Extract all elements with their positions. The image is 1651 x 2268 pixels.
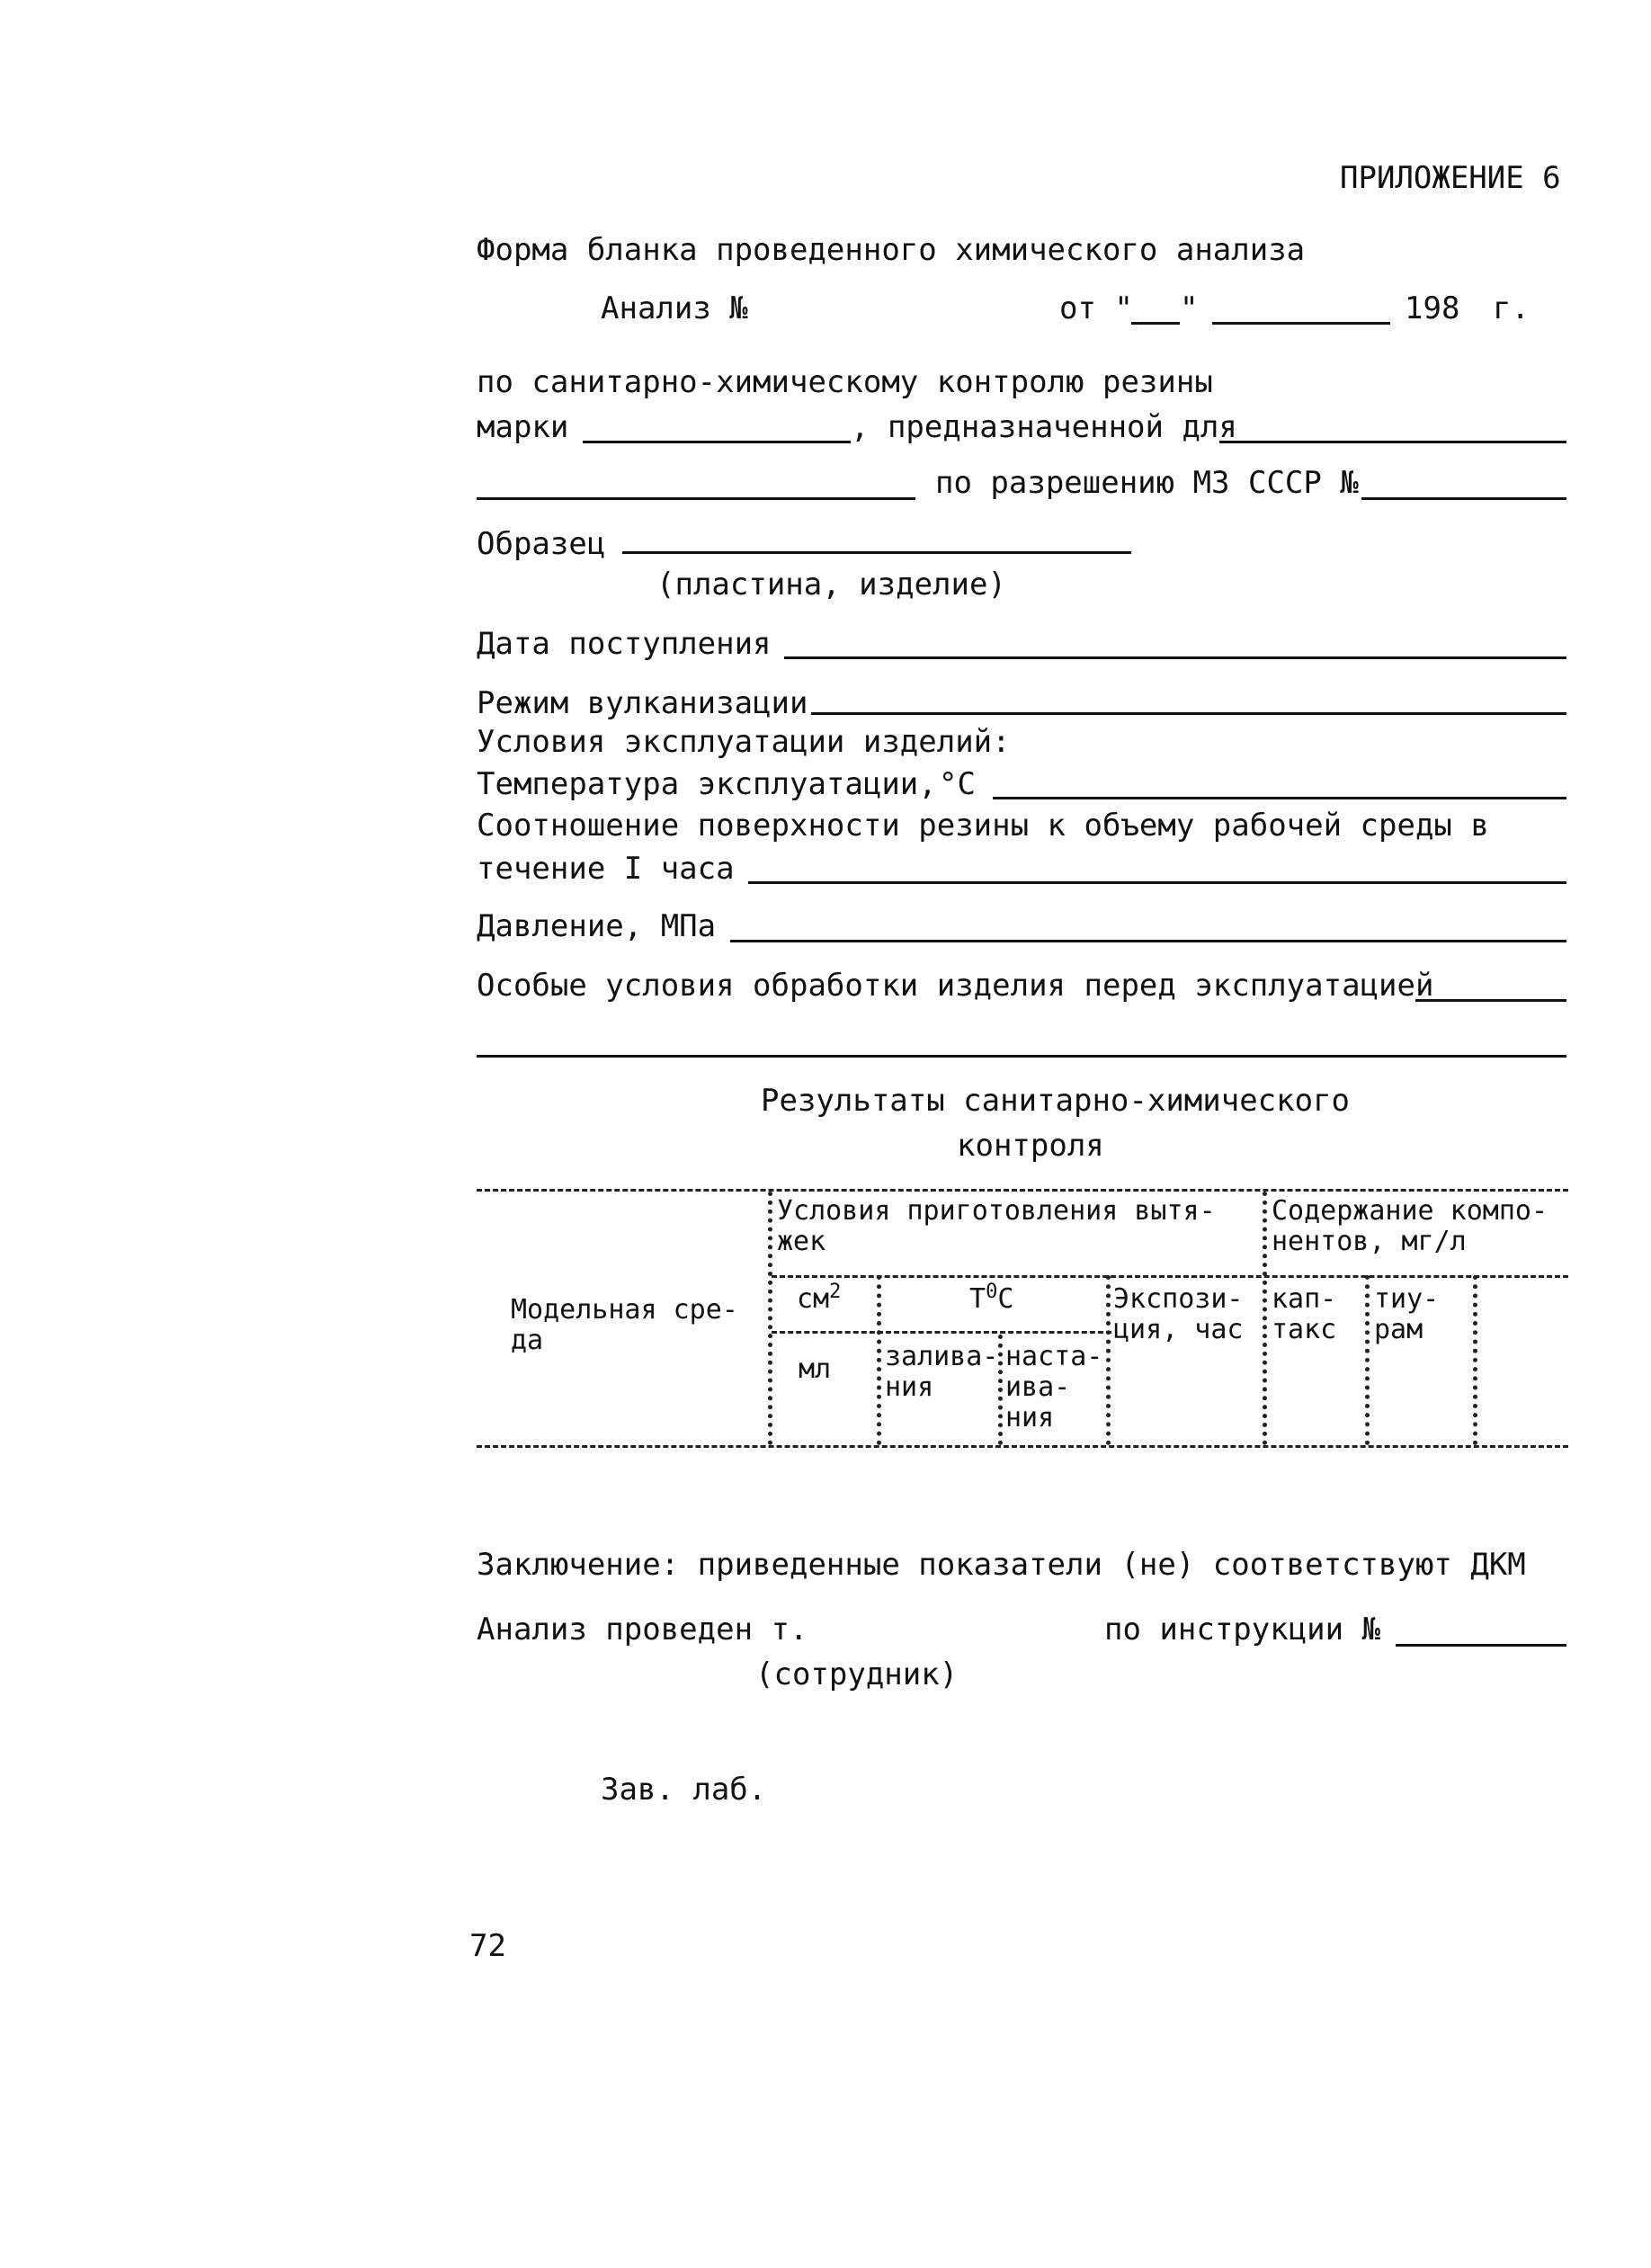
infuse-header-3: ния	[1005, 1402, 1055, 1433]
infuse-header-1: наста-	[1005, 1341, 1103, 1372]
ratio-field[interactable]	[748, 881, 1566, 884]
results-title-2: контроля	[957, 1128, 1104, 1164]
table-subheader-rule	[772, 1275, 1568, 1278]
exposure-header-2: ция, час	[1113, 1314, 1244, 1345]
usage-conditions-label: Условия эксплуатации изделий:	[477, 724, 1011, 760]
vulc-mode-field[interactable]	[811, 712, 1566, 715]
control-line: по санитарно-химическому контролю резины	[477, 364, 1213, 400]
exposure-header-1: Экспози-	[1113, 1283, 1244, 1315]
thiuram-header-2: рам	[1374, 1314, 1423, 1345]
date-from-label: от "	[1059, 290, 1133, 326]
ratio-line-1: Соотношение поверхности резины к объему рабочей среды в	[477, 808, 1489, 844]
table-top-rule	[477, 1189, 1568, 1192]
head-of-lab-label: Зав. лаб.	[601, 1772, 767, 1808]
special-conditions-label: Особые условия обработки изделия перед эксплуатацией	[477, 968, 1434, 1004]
year-label: 198	[1405, 290, 1460, 326]
pour-header-2: ния	[885, 1371, 934, 1403]
temp-unit: °С	[939, 766, 976, 802]
table-divider	[1473, 1275, 1477, 1445]
brand-label: марки	[477, 409, 569, 445]
vulc-mode-label: Режим вулканизации	[477, 685, 808, 721]
receipt-date-field[interactable]	[784, 656, 1566, 659]
instruction-label: по инструкции №	[1104, 1612, 1381, 1647]
date-day-field[interactable]	[1131, 322, 1180, 325]
form-title: Форма бланка проведенного химического анализа	[477, 232, 1306, 268]
results-title-1: Результаты санитарно-химического	[761, 1083, 1351, 1119]
pressure-label: Давление, МПа	[477, 908, 717, 944]
table-divider	[1106, 1275, 1111, 1445]
captax-header-1: кап-	[1272, 1283, 1337, 1315]
table-divider	[1365, 1275, 1370, 1445]
model-medium-header-2: да	[511, 1325, 544, 1356]
receipt-date-label: Дата поступления	[477, 626, 772, 662]
instruction-number-field[interactable]	[1396, 1644, 1566, 1647]
cm2-header: $см^2$	[797, 1281, 842, 1315]
intended-for-label: , предназначенной для	[851, 409, 1237, 445]
permit-prefix-field[interactable]	[477, 497, 915, 500]
table-divider	[768, 1192, 772, 1445]
analysis-number-label: Анализ №	[601, 290, 748, 326]
usage-temp-field[interactable]	[993, 797, 1566, 799]
prep-conditions-header-2: жек	[777, 1226, 826, 1257]
sample-hint: (пластина, изделие)	[656, 567, 1006, 603]
thiuram-header-1: тиу-	[1374, 1283, 1440, 1315]
table-divider	[998, 1335, 1003, 1445]
sample-field[interactable]	[622, 551, 1131, 554]
pressure-field[interactable]	[730, 940, 1566, 942]
table-temp-rule	[772, 1331, 1111, 1334]
intended-for-field[interactable]	[1219, 441, 1566, 443]
special-conditions-field-2[interactable]	[477, 1055, 1566, 1058]
permit-label: по разрешению МЗ СССР №	[935, 465, 1359, 501]
ml-header: мл	[799, 1353, 832, 1385]
temperature-header: $Т^0С$	[969, 1281, 1014, 1315]
prep-conditions-header-1: Условия приготовления вытя-	[777, 1195, 1216, 1227]
table-divider	[877, 1275, 881, 1445]
infuse-header-2: ива-	[1005, 1371, 1071, 1403]
date-quote: "	[1180, 290, 1199, 326]
conclusion-text: Заключение: приведенные показатели (не) соответствуют ДКМ	[477, 1547, 1526, 1583]
model-medium-header-1: Модельная сре-	[511, 1294, 738, 1326]
usage-temp-label: Температура эксплуатации,	[477, 766, 937, 802]
date-month-field[interactable]	[1212, 322, 1390, 325]
employee-hint: (сотрудник)	[755, 1656, 959, 1692]
year-suffix: г.	[1493, 290, 1530, 326]
content-header-1: Содержание компо-	[1272, 1195, 1548, 1227]
special-conditions-field[interactable]	[1415, 999, 1566, 1002]
table-bottom-rule	[477, 1445, 1568, 1448]
content-header-2: нентов, мг/л	[1272, 1226, 1467, 1257]
pour-header-1: залива-	[885, 1341, 999, 1372]
table-divider	[1263, 1192, 1267, 1445]
appendix-label: ПРИЛОЖЕНИЕ 6	[1340, 160, 1561, 196]
captax-header-2: такс	[1272, 1314, 1337, 1345]
permit-number-field[interactable]	[1361, 497, 1566, 500]
conducted-by-label: Анализ проведен т.	[477, 1612, 808, 1647]
page-number: 72	[469, 1928, 506, 1964]
brand-field[interactable]	[583, 441, 851, 443]
sample-label: Образец	[477, 526, 606, 562]
ratio-line-2: течение I часа	[477, 851, 735, 887]
